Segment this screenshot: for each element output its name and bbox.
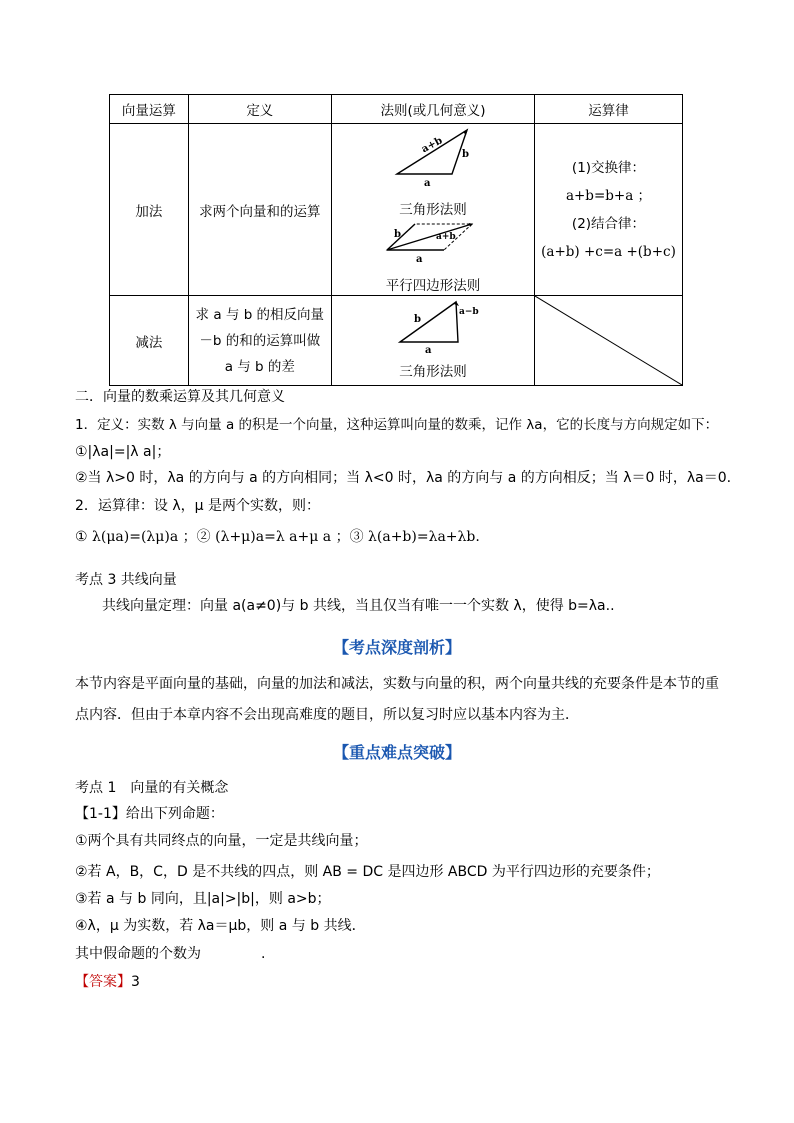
associative-title: (2)结合律： [571,215,646,232]
fig-label: b [393,229,401,240]
fig-label: a [423,178,431,189]
analysis-line-1: 本节内容是平面向量的基础，向量的加法和减法，实数与向量的积，两个向量共线的充要条件是本节的重 [75,676,719,692]
sub-def-line: a 与 b 的差 [224,358,295,375]
proposition-1: ①两个具有共同终点的向量，一定是共线向量； [75,833,368,849]
analysis-line-2: 点内容．但由于本章内容不会出现高难度的题目，所以复习时应以基本内容为主． [75,707,579,723]
scalar-item-2: ②当 λ>0 时，λa 的方向与 a 的方向相同；当 λ<0 时，λa 的方向与 a 的方向相反；当 λ＝0 时，λa＝0. [75,470,732,486]
ask-end: . [261,946,266,962]
fig-label: a+b [419,135,445,156]
header-rule: 法则(或几何意义) [331,95,534,124]
sub-name: 减法 [110,296,189,386]
add-laws [534,124,682,296]
point1-title: 考点 1 向量的有关概念 [75,780,229,796]
fig-label: b [413,314,421,325]
question-ask [75,943,265,963]
add-name: 加法 [110,124,189,296]
add-rule-cell [331,124,534,296]
header-definition: 定义 [188,95,331,124]
commutative-title: (1)交换律： [571,159,646,176]
fig-label: a [424,345,432,356]
ask-text: 其中假命题的个数为 [75,946,201,962]
fig-label: a+b [435,232,456,242]
question-text: 给出下列命题： [125,806,224,822]
point3-title: 考点 3 共线向量 [75,572,177,588]
sub-laws-empty [534,296,682,386]
question-line [75,803,224,823]
header-law: 运算律 [534,95,682,124]
header-operation: 向量运算 [110,95,189,124]
parallelogram-rule-caption: 平行四边形法则 [385,278,481,294]
answer-value: 3 [131,974,140,990]
scalar-law-intro: 2．运算律：设 λ，μ 是两个实数，则： [75,498,320,514]
heading-key-points: 【重点难点突破】 [332,743,461,762]
fig-label: a−b [458,307,479,317]
scalar-laws: ① λ(μa)=(λμ)a ；② (λ+μ)a=λ a+μ a ；③ λ(a+b)=λa+λb. [75,529,480,545]
heading-depth-analysis: 【考点深度剖析】 [332,638,461,657]
diagonal-slash [535,296,682,385]
collinear-theorem: 共线向量定理：向量 a(a≠0)与 b 共线，当且仅当有唯一一个实数 λ，使得 b=λa.. [102,598,615,614]
sub-def-line: 求 a 与 b 的相反向量 [195,306,325,323]
answer-line [75,971,140,991]
fig-label: a [415,254,423,265]
commutative-law: a+b=b+a ； [565,187,652,204]
associative-law: (a+b) +c=a +(b+c) [541,243,676,260]
add-definition: 求两个向量和的运算 [188,124,331,296]
section2-title: 二．向量的数乘运算及其几何意义 [75,389,285,405]
triangle-rule-caption: 三角形法则 [399,202,467,218]
proposition-4: ④λ，μ 为实数，若 λa＝μb，则 a 与 b 共线． [75,918,366,934]
sub-rule-cell [331,296,534,386]
proposition-3: ③若 a 与 b 同向，且|a|>|b|，则 a>b； [75,891,331,907]
scalar-definition: 1．定义：实数 λ 与向量 a 的积是一个向量，这种运算叫向量的数乘，记作 λa，它的长度与方向规定如下： [75,417,719,433]
vector-operations-table [109,94,683,386]
question-label: 【1-1】 [75,806,126,822]
fig-label: b [461,149,469,160]
sub-def-line: －b 的和的运算叫做 [199,332,321,349]
scalar-item-1: ①|λa|=|λ a|； [75,444,171,460]
sub-triangle-caption: 三角形法则 [399,364,467,380]
proposition-2: ②若 A，B，C，D 是不共线的四点，则 AB = DC 是四边形 ABCD 为平行四边形的充要条件； [75,864,660,880]
sub-definition [188,296,331,386]
answer-label: 【答案】 [75,974,131,990]
